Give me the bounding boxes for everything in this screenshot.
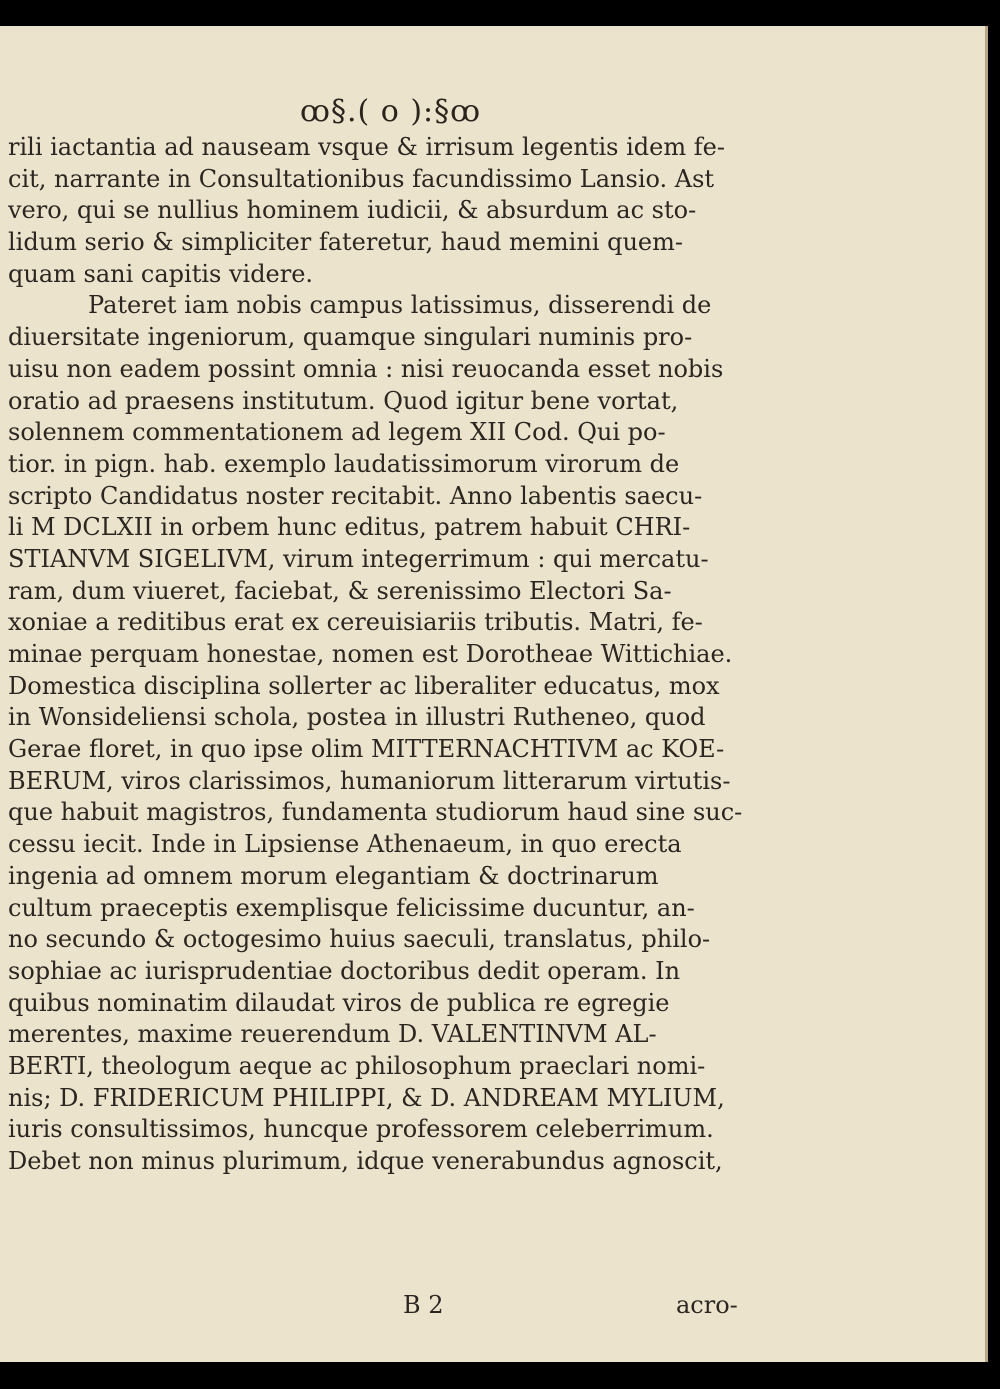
text-line: BERUM, viros clarissimos, humaniorum litterarum virtutis- bbox=[8, 766, 731, 795]
text-line: quibus nominatim dilaudat viros de publica re egregie bbox=[8, 988, 670, 1017]
text-line: uisu non eadem possint omnia : nisi reuocanda esset nobis bbox=[8, 354, 724, 383]
text-line: lidum serio & simpliciter fateretur, haud memini quem- bbox=[8, 228, 683, 257]
text-line: cultum praeceptis exemplisque felicissime ducuntur, an- bbox=[8, 893, 695, 922]
text-line: iuris consultissimos, huncque professorem celeberrimum. bbox=[8, 1115, 714, 1144]
book-page bbox=[0, 26, 988, 1362]
text-line: scripto Candidatus noster recitabit. Anno labentis saecu- bbox=[8, 481, 703, 510]
text-line: Gerae floret, in quo ipse olim MITTERNACHTIVM ac KOE- bbox=[8, 735, 725, 764]
text-line: no secundo & octogesimo huius saeculi, translatus, philo- bbox=[8, 925, 711, 954]
text-line: vero, qui se nullius hominem iudicii, & absurdum ac sto- bbox=[8, 196, 697, 225]
text-line: Debet non minus plurimum, idque venerabundus agnoscit, bbox=[8, 1147, 723, 1175]
text-line: rili iactantia ad nauseam vsque & irrisum legentis idem fe- bbox=[8, 133, 725, 161]
text-line: xoniae a reditibus erat ex cereuisiariis tributis. Matri, fe- bbox=[8, 608, 703, 637]
page-footer bbox=[0, 1291, 988, 1331]
text-line: nis; D. FRIDERICUM PHILIPPI, & D. ANDREAM MYLIUM, bbox=[8, 1083, 725, 1112]
page-header-ornament: ꝏ§.( o ):§ꝏ bbox=[300, 94, 482, 129]
text-line: diuersitate ingeniorum, quamque singulari numinis pro- bbox=[8, 323, 693, 352]
catchword: acro- bbox=[676, 1291, 738, 1319]
text-line: STIANVM SIGELIVM, virum integerrimum : qui mercatu- bbox=[8, 544, 709, 573]
body-text bbox=[8, 132, 768, 1178]
text-line: in Wonsideliensi schola, postea in illustri Rutheneo, quod bbox=[8, 703, 706, 732]
text-line: que habuit magistros, fundamenta studiorum haud sine suc- bbox=[8, 798, 743, 827]
text-line: BERTI, theologum aeque ac philosophum praeclari nomi- bbox=[8, 1051, 706, 1080]
text-line: quam sani capitis videre. bbox=[8, 259, 314, 288]
text-line: minae perquam honestae, nomen est Dorotheae Wittichiae. bbox=[8, 640, 733, 668]
text-line: cessu iecit. Inde in Lipsiense Athenaeum, in quo erecta bbox=[8, 830, 682, 859]
text-line: oratio ad praesens institutum. Quod igitur bene vortat, bbox=[8, 386, 679, 415]
text-line: Domestica disciplina sollerter ac liberaliter educatus, mox bbox=[8, 671, 720, 700]
text-line: ingenia ad omnem morum elegantiam & doctrinarum bbox=[8, 861, 659, 890]
signature-mark: B 2 bbox=[403, 1291, 444, 1319]
text-line: Pateret iam nobis campus latissimus, disserendi de bbox=[88, 291, 712, 320]
text-line: li M DCLXII in orbem hunc editus, patrem habuit CHRI- bbox=[8, 513, 691, 542]
text-line: sophiae ac iurisprudentiae doctoribus dedit operam. In bbox=[8, 956, 681, 985]
text-line: solennem commentationem ad legem XII Cod. Qui po- bbox=[8, 418, 666, 447]
text-line: ram, dum viueret, faciebat, & serenissimo Electori Sa- bbox=[8, 576, 672, 605]
text-line: cit, narrante in Consultationibus facundissimo Lansio. Ast bbox=[8, 164, 715, 193]
text-line: merentes, maxime reuerendum D. VALENTINVM AL- bbox=[8, 1020, 657, 1049]
text-line: tior. in pign. hab. exemplo laudatissimorum virorum de bbox=[8, 449, 680, 478]
